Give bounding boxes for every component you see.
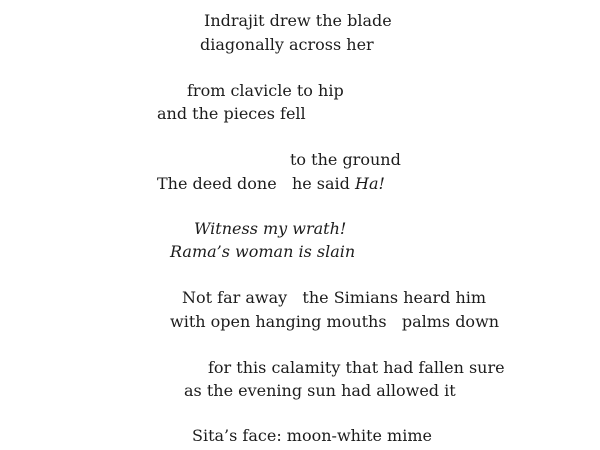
poem-line: for this calamity that had fallen sure — [208, 358, 505, 377]
poem-line: Not far away the Simians heard him — [182, 288, 487, 307]
poem-line: Witness my wrath! — [194, 219, 347, 238]
poem-line: Indrajit drew the blade — [204, 11, 392, 30]
poem-line: to the ground — [290, 150, 401, 169]
poem-line — [157, 176, 385, 192]
poem-line-text: The deed done he said — [157, 174, 355, 193]
poem-line: from clavicle to hip — [187, 81, 344, 100]
poem-line: as the evening sun had allowed it — [184, 381, 456, 400]
poem-line: and the pieces fell — [157, 104, 306, 123]
poem-line: Rama’s woman is slain — [170, 242, 356, 261]
poem-line-italic: Ha! — [355, 174, 385, 193]
poem-line: diagonally across her — [200, 35, 374, 54]
poem-line: with open hanging mouths palms down — [170, 312, 500, 331]
poem-line: Sita’s face: moon-white mime — [192, 426, 432, 445]
